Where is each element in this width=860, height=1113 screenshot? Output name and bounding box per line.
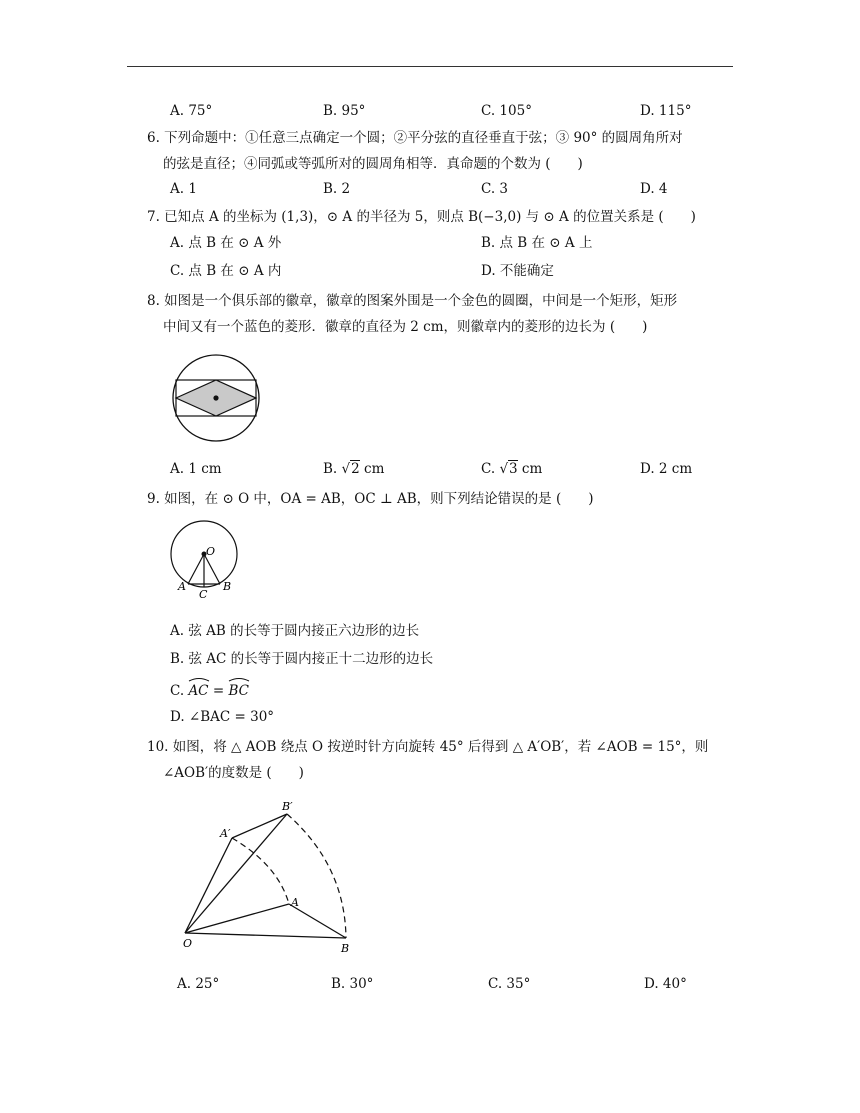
q7-option-d[interactable]: D. 不能确定 [481,263,554,279]
q6-option-d[interactable]: D. 4 [640,181,668,197]
q8-option-b[interactable]: B. √2 cm [323,461,385,477]
q9-option-c-eq: = [208,683,229,699]
header-rule [127,66,733,67]
q8-option-b-radicand: 2 [351,461,360,477]
label-O: O [206,545,216,558]
arc-B-to-B1 [287,814,346,938]
label-A: A [178,580,186,593]
q9-option-a[interactable]: A. 弦 AB 的长等于圆内接正六边形的边长 [170,623,420,639]
label-C: C [199,588,208,601]
q6-stem-line2: 的弦是直径；④同弧或等弧所对的圆周角相等．真命题的个数为 ( ) [163,156,583,172]
badge-figure [168,350,268,444]
q5-option-c[interactable]: C. 105° [481,103,532,119]
q10-option-d[interactable]: D. 40° [644,976,687,992]
q8-option-c[interactable]: C. √3 cm [481,461,543,477]
label-O: O [183,937,193,950]
q10-stem-line2: ∠AOB′的度数是 ( ) [163,765,304,781]
q8-stem-line1: 8. 如图是一个俱乐部的徽章，徽章的图案外围是一个金色的圆圈，中间是一个矩形，矩形 [147,293,678,309]
q9-stem: 9. 如图，在 ⊙ O 中，OA = AB，OC ⊥ AB，则下列结论错误的是 ( ) [147,491,594,507]
label-B: B [223,580,232,593]
segment-OA [185,904,289,933]
arc-accent-icon [228,677,250,682]
q6-option-b[interactable]: B. 2 [323,181,351,197]
q9-circle-figure [168,518,248,602]
q10-option-b[interactable]: B. 30° [331,976,374,992]
segment-OB [204,554,220,584]
q7-stem: 7. 已知点 A 的坐标为 (1,3)，⊙ A 的半径为 5，则点 B(−3,0) 与 ⊙ A 的位置关系是 ( ) [147,209,696,225]
q8-option-d[interactable]: D. 2 cm [640,461,693,477]
segment-OB1 [185,814,287,933]
q8-option-b-unit: cm [359,461,385,477]
q7-option-c[interactable]: C. 点 B 在 ⊙ A 内 [170,263,282,279]
q7-option-a[interactable]: A. 点 B 在 ⊙ A 外 [170,235,282,251]
arc-BC-text: BC [228,683,249,699]
q6-option-a[interactable]: A. 1 [170,181,197,197]
q8-option-b-prefix: B. [323,461,342,477]
q8-option-c-radicand: 3 [509,461,518,477]
q10-stem-line1: 10. 如图，将 △ AOB 绕点 O 按逆时针方向旋转 45° 后得到 △ A′OB′，若 ∠AOB = 15°，则 [147,739,709,755]
q9-option-c[interactable] [170,680,249,700]
q8-option-c-prefix: C. [481,461,500,477]
segment-AB [289,904,346,938]
q8-option-c-unit: cm [517,461,543,477]
q9-option-d[interactable]: D. ∠BAC = 30° [170,709,275,725]
q7-option-b[interactable]: B. 点 B 在 ⊙ A 上 [481,235,593,251]
rotation-figure [175,795,365,960]
q9-option-b[interactable]: B. 弦 AC 的长等于圆内接正十二边形的边长 [170,651,434,667]
arc-AC-text: AC [188,683,209,699]
q8-option-a[interactable]: A. 1 cm [170,461,222,477]
badge-center-dot [213,395,218,400]
q5-option-b[interactable]: B. 95° [323,103,366,119]
segment-A1B1 [232,814,287,838]
arc-accent-icon [188,677,210,682]
q6-option-c[interactable]: C. 3 [481,181,509,197]
label-B: B [341,942,350,955]
arc-AC [188,680,208,700]
arc-A-to-A1 [232,838,289,904]
q10-option-a[interactable]: A. 25° [177,976,220,992]
q5-option-d[interactable]: D. 115° [640,103,692,119]
segment-OA [188,554,204,584]
q8-stem-line2: 中间又有一个蓝色的菱形．徽章的直径为 2 cm，则徽章内的菱形的边长为 ( ) [163,319,648,335]
q10-option-c[interactable]: C. 35° [488,976,531,992]
label-A: A [291,896,299,909]
q9-option-c-prefix: C. [170,683,189,699]
arc-BC [228,680,249,700]
label-B-prime: B′ [282,800,293,813]
q5-option-a[interactable]: A. 75° [170,103,213,119]
label-A-prime: A′ [220,827,231,840]
segment-OB [185,933,346,938]
q6-stem-line1: 6. 下列命题中：①任意三点确定一个圆；②平分弦的直径垂直于弦；③ 90° 的圆周角所对 [147,130,683,146]
